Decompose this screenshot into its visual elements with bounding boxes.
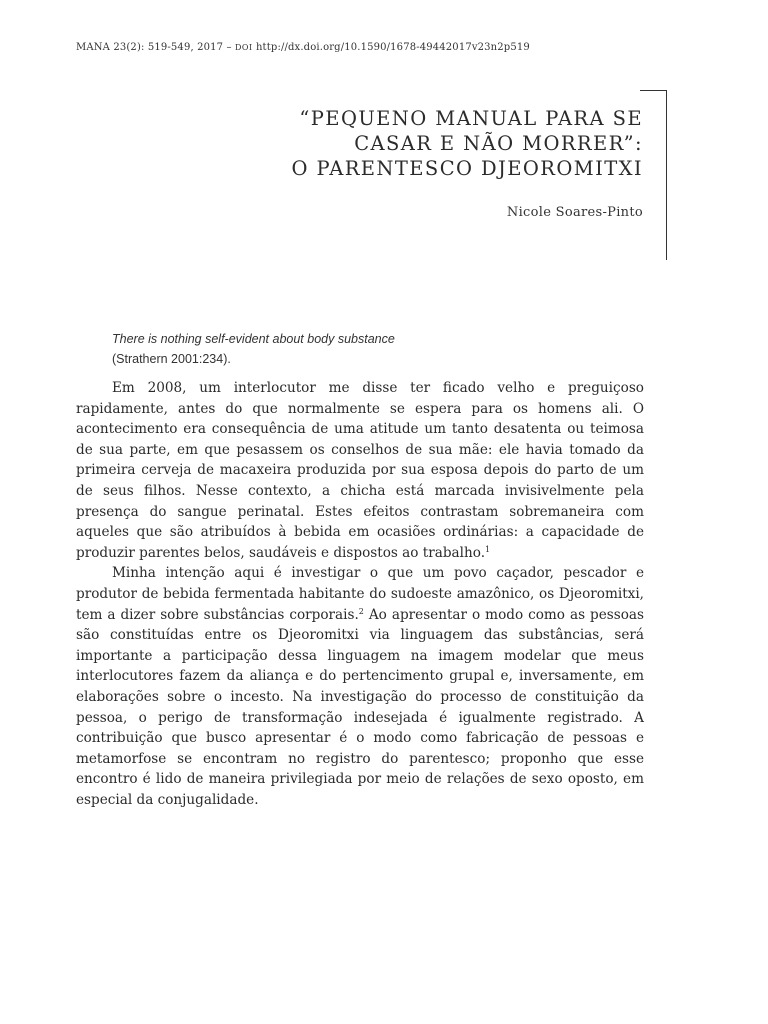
paragraph-1-text: Em 2008, um interlocutor me disse ter ficado velho e preguiçoso rapidamente, antes do que normalmente se espera para os homens ali. O acontecimento era consequência de uma atitude um tanto desatenta ou teimosa de sua parte, em que pesassem os conselhos de sua mãe: ele havia tomado da primeira cerveja de macaxeira produzida por sua esposa depois do parto de um de seus filhos. Nesse contexto, a chicha está marcada invisivelmente pela presença do sangue perinatal. Estes efeitos contrastam sobremaneira com aqueles que são atribuídos à bebida em ocasiões ordinárias: a capacidade de produzir parentes belos, saudáveis e dispostos ao trabalho. xyxy=(76,380,644,561)
epigraph-citation: (Strathern 2001:234). xyxy=(112,352,231,366)
doi-link[interactable]: http://dx.doi.org/10.1590/1678-49442017v23n2p519 xyxy=(255,42,530,53)
title-line-2: CASAR E NÃO MORRER”: xyxy=(354,132,643,155)
doi-label: DOI xyxy=(234,43,253,52)
footnote-ref-1[interactable]: 1 xyxy=(485,544,491,554)
title-line-1: “PEQUENO MANUAL PARA SE xyxy=(299,107,643,130)
article-title xyxy=(292,106,643,181)
title-frame-side-rule xyxy=(666,90,667,260)
paragraph-1 xyxy=(76,378,644,563)
title-frame-top-rule xyxy=(640,90,667,91)
footnote-ref-2[interactable]: 2 xyxy=(358,606,364,616)
epigraph xyxy=(112,329,395,369)
epigraph-quote: There is nothing self-evident about body substance xyxy=(112,332,395,346)
paragraph-2-text-a: Minha intenção aqui é investigar o que um povo caçador, pescador e produtor de bebida fermentada habitante do sudoeste amazônico, os Djeoromitxi, tem a dizer sobre substâncias corporais. xyxy=(76,565,644,623)
title-line-3: O PARENTESCO DJEOROMITXI xyxy=(291,157,643,180)
journal-citation: MANA 23(2): 519-549, 2017 – xyxy=(76,42,232,53)
author-name: Nicole Soares-Pinto xyxy=(506,205,643,220)
paragraph-2-text-b: Ao apresentar o modo como as pessoas são constituídas entre os Djeoromitxi via linguagem das substâncias, será importante a participação dessa linguagem na imagem modelar que meus interlocutores fazem da aliança e do pertencimento grupal e, inversamente, em elaborações sobre o incesto. Na investigação do processo de constituição da pessoa, o perigo de transformação indesejada é igualmente registrado. A contribuição que busco apresentar é o modo como fabricação de pessoas e metamorfose se encontram no registro do parentesco; proponho que esse encontro é lido de maneira privilegiada por meio de relações de sexo oposto, em especial da conjugalidade. xyxy=(76,606,645,808)
running-header xyxy=(76,42,530,53)
article-body xyxy=(76,378,644,810)
paragraph-2 xyxy=(76,563,644,810)
